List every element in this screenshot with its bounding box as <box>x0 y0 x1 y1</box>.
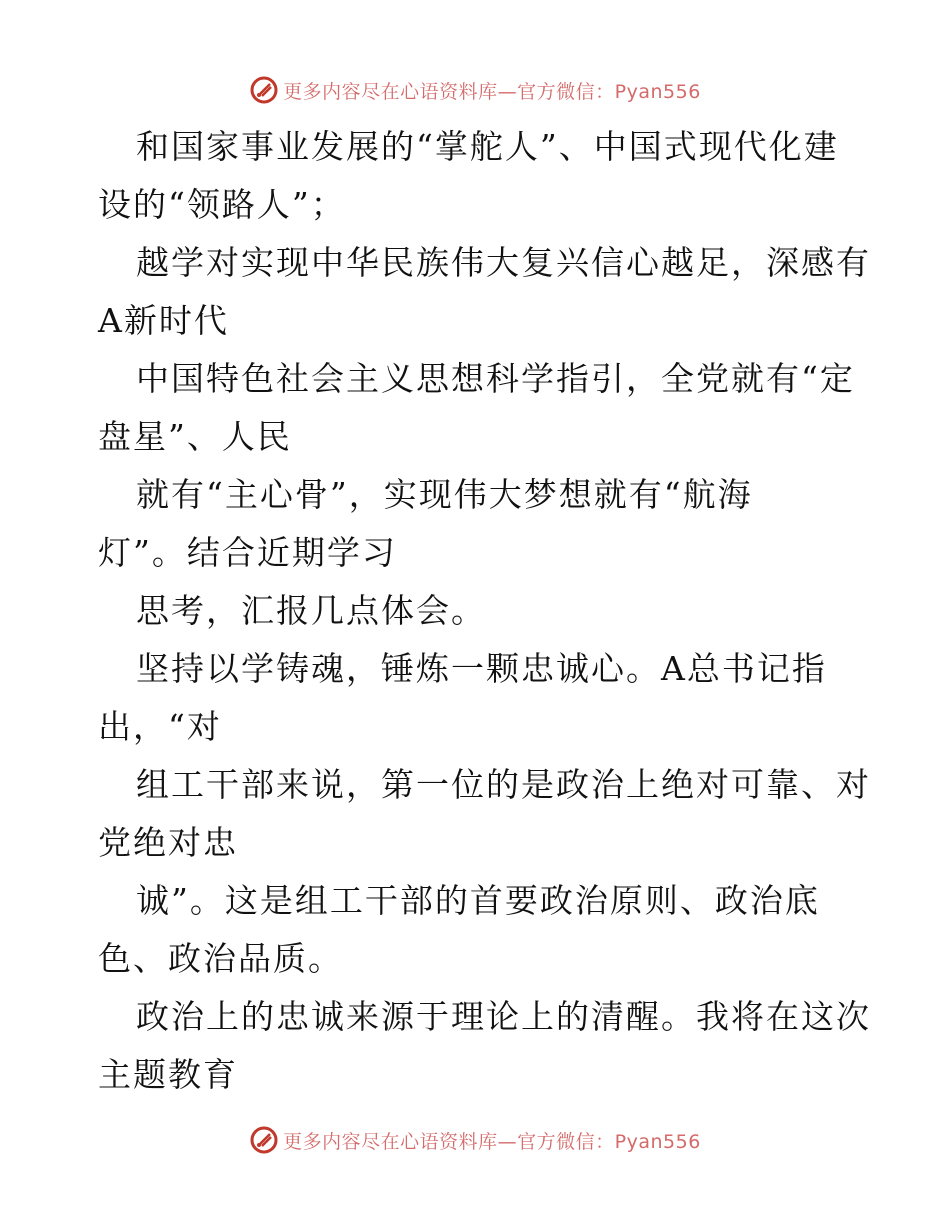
text-line: A新时代 <box>98 301 229 340</box>
text-line: 党绝对忠 <box>98 823 238 862</box>
feather-seal-icon <box>249 75 279 105</box>
text-line: 诚”。这是组工干部的首要政治原则、政治底 <box>136 881 820 920</box>
text-line: 和国家事业发展的“掌舵人”、中国式现代化建 <box>136 127 839 166</box>
document-body <box>98 118 871 1104</box>
text-line: 盘星”、人民 <box>98 417 292 456</box>
text-line: 坚持以学铸魂，锤炼一颗忠诚心。A总书记指 <box>136 649 827 688</box>
text-line: 出，“对 <box>98 707 222 746</box>
header-banner <box>0 70 950 110</box>
text-line: 思考，汇报几点体会。 <box>136 591 486 630</box>
text-line: 政治上的忠诚来源于理论上的清醒。我将在这次 <box>136 997 871 1036</box>
footer-banner <box>0 1120 950 1160</box>
text-line: 主题教育 <box>98 1055 238 1094</box>
text-line: 色、政治品质。 <box>98 939 343 978</box>
feather-seal-icon <box>249 1125 279 1155</box>
text-line: 灯”。结合近期学习 <box>98 533 397 572</box>
text-line: 设的“领路人”； <box>98 185 346 224</box>
text-line: 越学对实现中华民族伟大复兴信心越足，深感有 <box>136 243 871 282</box>
text-line: 中国特色社会主义思想科学指引，全党就有“定 <box>136 359 855 398</box>
footer-banner-text: 更多内容尽在心语资料库—官方微信：Pyan556 <box>283 1130 701 1153</box>
text-line: 组工干部来说，第一位的是政治上绝对可靠、对 <box>136 765 871 804</box>
header-banner-text: 更多内容尽在心语资料库—官方微信：Pyan556 <box>283 80 701 103</box>
text-line: 就有“主心骨”，实现伟大梦想就有“航海 <box>136 475 753 514</box>
